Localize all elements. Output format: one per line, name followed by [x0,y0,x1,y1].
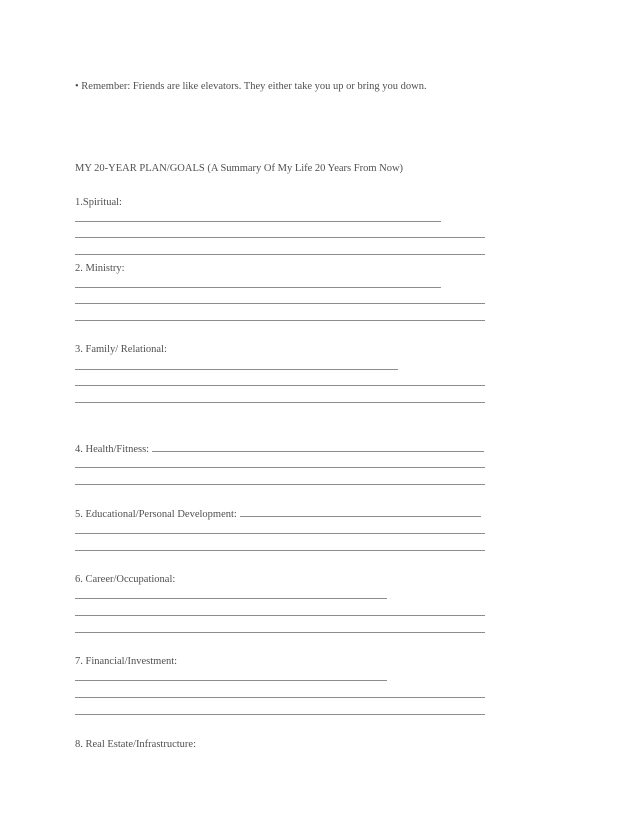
answer-line[interactable] [75,402,485,403]
section-real-estate-label: 8. Real Estate/Infrastructure: [75,739,196,750]
answer-line[interactable] [75,287,441,288]
answer-line[interactable] [75,221,441,222]
section-health-row [75,442,484,456]
answer-line[interactable] [75,303,485,304]
answer-line[interactable] [75,615,485,616]
section-spiritual-label: 1.Spiritual: [75,197,122,208]
section-ministry-label: 2. Ministry: [75,263,125,274]
section-educational-label: 5. Educational/Personal Development: [75,509,237,520]
answer-line[interactable] [75,254,485,255]
section-health-label: 4. Health/Fitness: [75,444,150,455]
answer-line[interactable] [75,320,485,321]
answer-line[interactable] [75,697,485,698]
section-family-label: 3. Family/ Relational: [75,344,167,355]
answer-line[interactable] [75,484,485,485]
section-career-label: 6. Career/Occupational: [75,574,176,585]
answer-line[interactable] [75,680,387,681]
answer-line[interactable] [75,632,485,633]
section-financial-label: 7. Financial/Investment: [75,656,178,667]
answer-line[interactable] [75,598,387,599]
answer-line[interactable] [75,385,485,386]
reminder-text: • Remember: Friends are like elevators. They either take you up or bring you down. [75,81,427,92]
answer-line[interactable] [152,442,484,452]
answer-line[interactable] [75,550,485,551]
answer-line[interactable] [75,237,485,238]
section-educational-row [75,507,481,521]
answer-line[interactable] [75,467,485,468]
answer-line[interactable] [75,369,398,370]
answer-line[interactable] [75,714,485,715]
answer-line[interactable] [75,533,485,534]
answer-line[interactable] [240,507,481,517]
plan-heading: MY 20-YEAR PLAN/GOALS (A Summary Of My Life 20 Years From Now) [75,163,404,174]
